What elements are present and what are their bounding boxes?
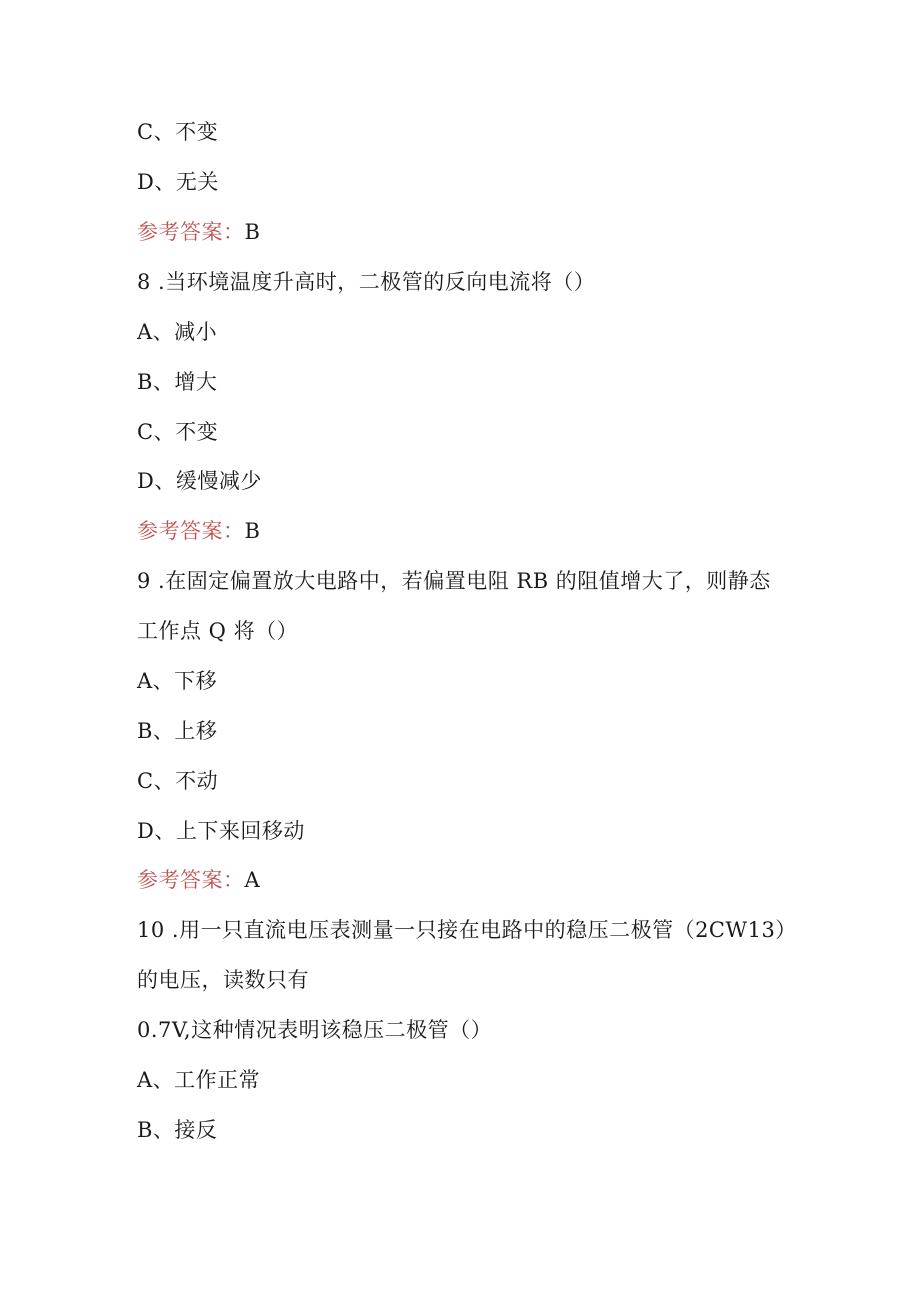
question-9-option-d: D、上下来回移动 xyxy=(137,819,305,843)
question-8-answer xyxy=(137,516,260,546)
answer-value: B xyxy=(244,220,261,244)
answer-value: B xyxy=(244,519,261,543)
question-8-option-b: B、增大 xyxy=(137,370,218,394)
answer-label: 参考答案： xyxy=(137,868,245,892)
option-d: D、无关 xyxy=(137,170,219,194)
question-9-option-c: C、不动 xyxy=(137,769,219,793)
question-8-option-d: D、缓慢减少 xyxy=(137,469,262,493)
answer-label: 参考答案： xyxy=(137,519,245,543)
question-10-option-b: B、接反 xyxy=(137,1118,218,1142)
question-9-answer xyxy=(137,865,260,895)
answer-value: A xyxy=(244,868,261,892)
question-9-stem-line-1: 9 .在固定偏置放大电路中，若偏置电阻 RB 的阻值增大了，则静态 xyxy=(137,569,771,593)
question-9-stem-line-2: 工作点 Q 将（） xyxy=(137,619,299,643)
answer-label: 参考答案： xyxy=(137,220,245,244)
question-10-option-a: A、工作正常 xyxy=(137,1068,261,1092)
reference-answer xyxy=(137,217,260,247)
question-8-stem: 8 .当环境温度升高时，二极管的反向电流将（） xyxy=(137,270,596,294)
question-9-option-b: B、上移 xyxy=(137,719,218,743)
question-10-stem-line-2: 的电压，读数只有 xyxy=(137,968,309,992)
option-c: C、不变 xyxy=(137,120,219,144)
question-8-option-a: A、减小 xyxy=(137,320,218,344)
question-9-option-a: A、下移 xyxy=(137,669,218,693)
question-10-stem-line-1: 10 .用一只直流电压表测量一只接在电路中的稳压二极管（2CW13） xyxy=(137,918,797,942)
question-8-option-c: C、不变 xyxy=(137,420,219,444)
question-10-stem-line-3: 0.7V,这种情况表明该稳压二极管（） xyxy=(137,1018,493,1042)
